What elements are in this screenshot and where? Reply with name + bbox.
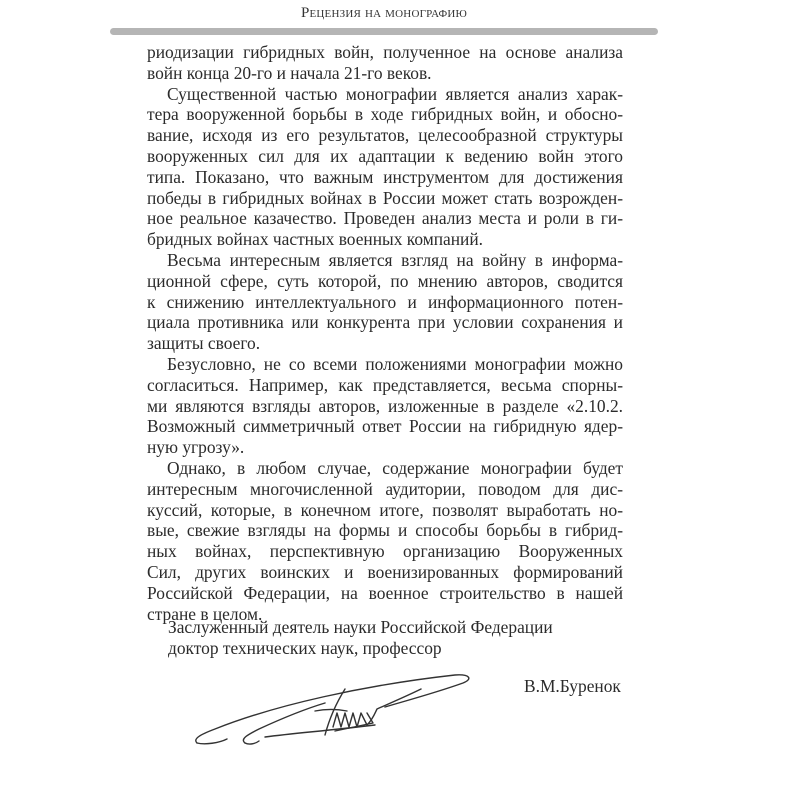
author-title-line: Заслуженный деятель науки Российской Федерации	[168, 617, 553, 637]
signature-stroke	[243, 703, 325, 743]
author-degree-line: доктор технических наук, профессор	[168, 637, 442, 658]
paragraph	[147, 42, 623, 84]
text-line: Возможный симметричный ответ России на гибридную ядер-	[147, 416, 623, 437]
review-body	[147, 42, 623, 624]
signature-icon	[185, 665, 485, 755]
signature-stroke	[315, 710, 347, 712]
text-line: стране в целом.	[147, 603, 263, 624]
text-line: Весьма интересным является взгляд на войну в информа-	[167, 249, 623, 270]
text-line: ми являются взгляды авторов, изложенные в разделе «2.10.2.	[147, 395, 623, 416]
author-credentials	[168, 617, 553, 659]
signature-stroke	[367, 689, 421, 725]
text-line: интересным многочисленной аудитории, поводом для дис-	[147, 478, 623, 499]
signature-stroke	[197, 739, 227, 744]
text-line: Существенной частью монографии является анализ харак-	[167, 83, 623, 104]
text-line: к снижению интеллектуального и информационного потен-	[147, 291, 623, 312]
author-name: В.М.Буренок	[524, 676, 621, 696]
text-line: вооруженных сил для их адаптации к ведению войн этого	[147, 145, 623, 166]
text-line: бридных войнах частных военных компаний.	[147, 229, 484, 250]
text-line: Безусловно, не со всеми положениями монографии можно	[167, 353, 623, 374]
text-line: Однако, в любом случае, содержание монографии будет	[167, 457, 623, 478]
text-line: куссий, которые, в конечном итоге, позволят выработать но-	[147, 499, 623, 520]
text-line: ную угрозу».	[147, 437, 245, 458]
text-line: вые, свежие взгляды на формы и способы борьбы в гибрид-	[147, 520, 623, 541]
text-line: защиты своего.	[147, 333, 261, 354]
text-line: ционной сфере, суть которой, по мнению авторов, сводится	[147, 270, 623, 291]
text-line: ных войнах, перспективную организацию Вооруженных	[147, 541, 623, 562]
signature-stroke	[245, 741, 259, 744]
text-line: циала противника или конкурента при условии сохранения и	[147, 312, 623, 333]
text-line: вание, исходя из его результатов, целесообразной структуры	[147, 125, 623, 146]
text-line: ное реальное казачество. Проведен анализ места и роли в ги-	[147, 208, 623, 229]
text-line: Сил, других воинских и военизированных формирований	[147, 561, 623, 582]
paragraph	[147, 250, 623, 354]
header-rule	[110, 28, 658, 35]
text-line: Российской Федерации, на военное строительство в нашей	[147, 582, 623, 603]
paragraph	[147, 354, 623, 458]
text-line: согласиться. Например, как представляется, весьма спорны-	[147, 374, 623, 395]
running-head-title: Рецензия на монографию	[300, 5, 468, 21]
text-line: тера вооруженной борьбы в ходе гибридных войн, и обосно-	[147, 104, 623, 125]
paragraph	[147, 84, 623, 250]
text-line: типа. Показано, что важным инструментом для достижения	[147, 166, 623, 187]
paragraph	[147, 458, 623, 624]
text-line: войн конца 20-го и начала 21-го веков.	[147, 62, 432, 83]
text-line: победы в гибридных войнах в России может стать возрожден-	[147, 187, 623, 208]
text-line: риодизации гибридных войн, полученное на основе анализа	[147, 42, 623, 62]
signature-stroke	[265, 725, 375, 737]
